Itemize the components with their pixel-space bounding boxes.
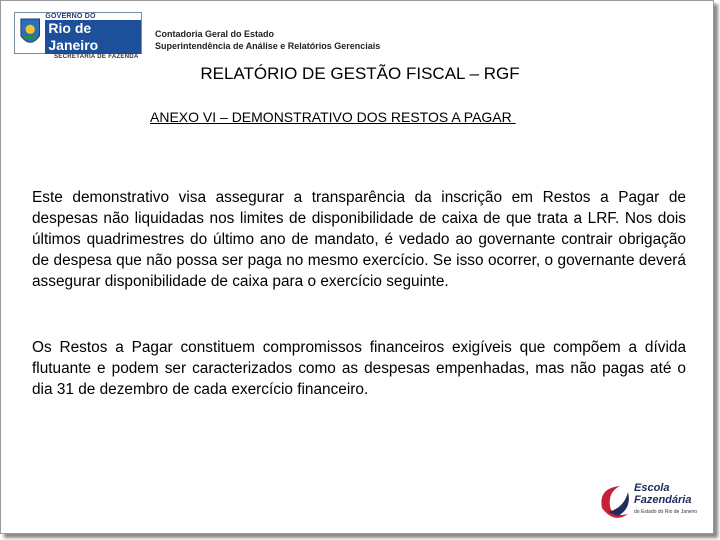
organization-lines (155, 28, 380, 52)
page-subtitle: ANEXO VI – DEMONSTRATIVO DOS RESTOS A PAGAR (150, 109, 516, 125)
secretaria-label: SECRETARIA DE FAZENDA (54, 54, 139, 60)
escola-line-1: Escola (634, 482, 670, 494)
government-logo (14, 12, 142, 54)
escola-fazendaria-logo (594, 478, 706, 526)
org-line-1: Contadoria Geral do Estado (155, 29, 275, 39)
government-label: GOVERNO DO (45, 12, 96, 20)
escola-line-2: Fazendária (634, 494, 692, 506)
page-title: RELATÓRIO DE GESTÃO FISCAL – RGF (200, 64, 520, 83)
state-name: Rio de Janeiro (45, 20, 141, 54)
org-line-2: Superintendência de Análise e Relatórios Gerenciais (155, 41, 381, 51)
escola-line-3: do Estado do Rio de Janeiro (634, 509, 698, 515)
paragraph-2: Os Restos a Pagar constituem compromissos financeiros exigíveis que compõem a dívida flutuante e podem ser caracterizados como as despesas empenhadas, mas não pagas até o dia 31 de dezembro de cada exercício financeiro. (32, 339, 686, 399)
state-crest-icon (19, 16, 41, 50)
paragraph-1: Este demonstrativo visa assegurar a transparência da inscrição em Restos a Pagar de despesas não liquidadas nos limites de disponibilidade de caixa de que trata a LRF. Nos dois últimos quadrimestres do último ano de mandato, é vedado ao governante contrair obrigação de despesa que não possa ser paga no mesmo exercício. Se isso ocorrer, o governante deverá assegurar disponibilidade de caixa para o exercício seguinte. (32, 189, 686, 291)
escola-swirl-icon (594, 478, 634, 522)
